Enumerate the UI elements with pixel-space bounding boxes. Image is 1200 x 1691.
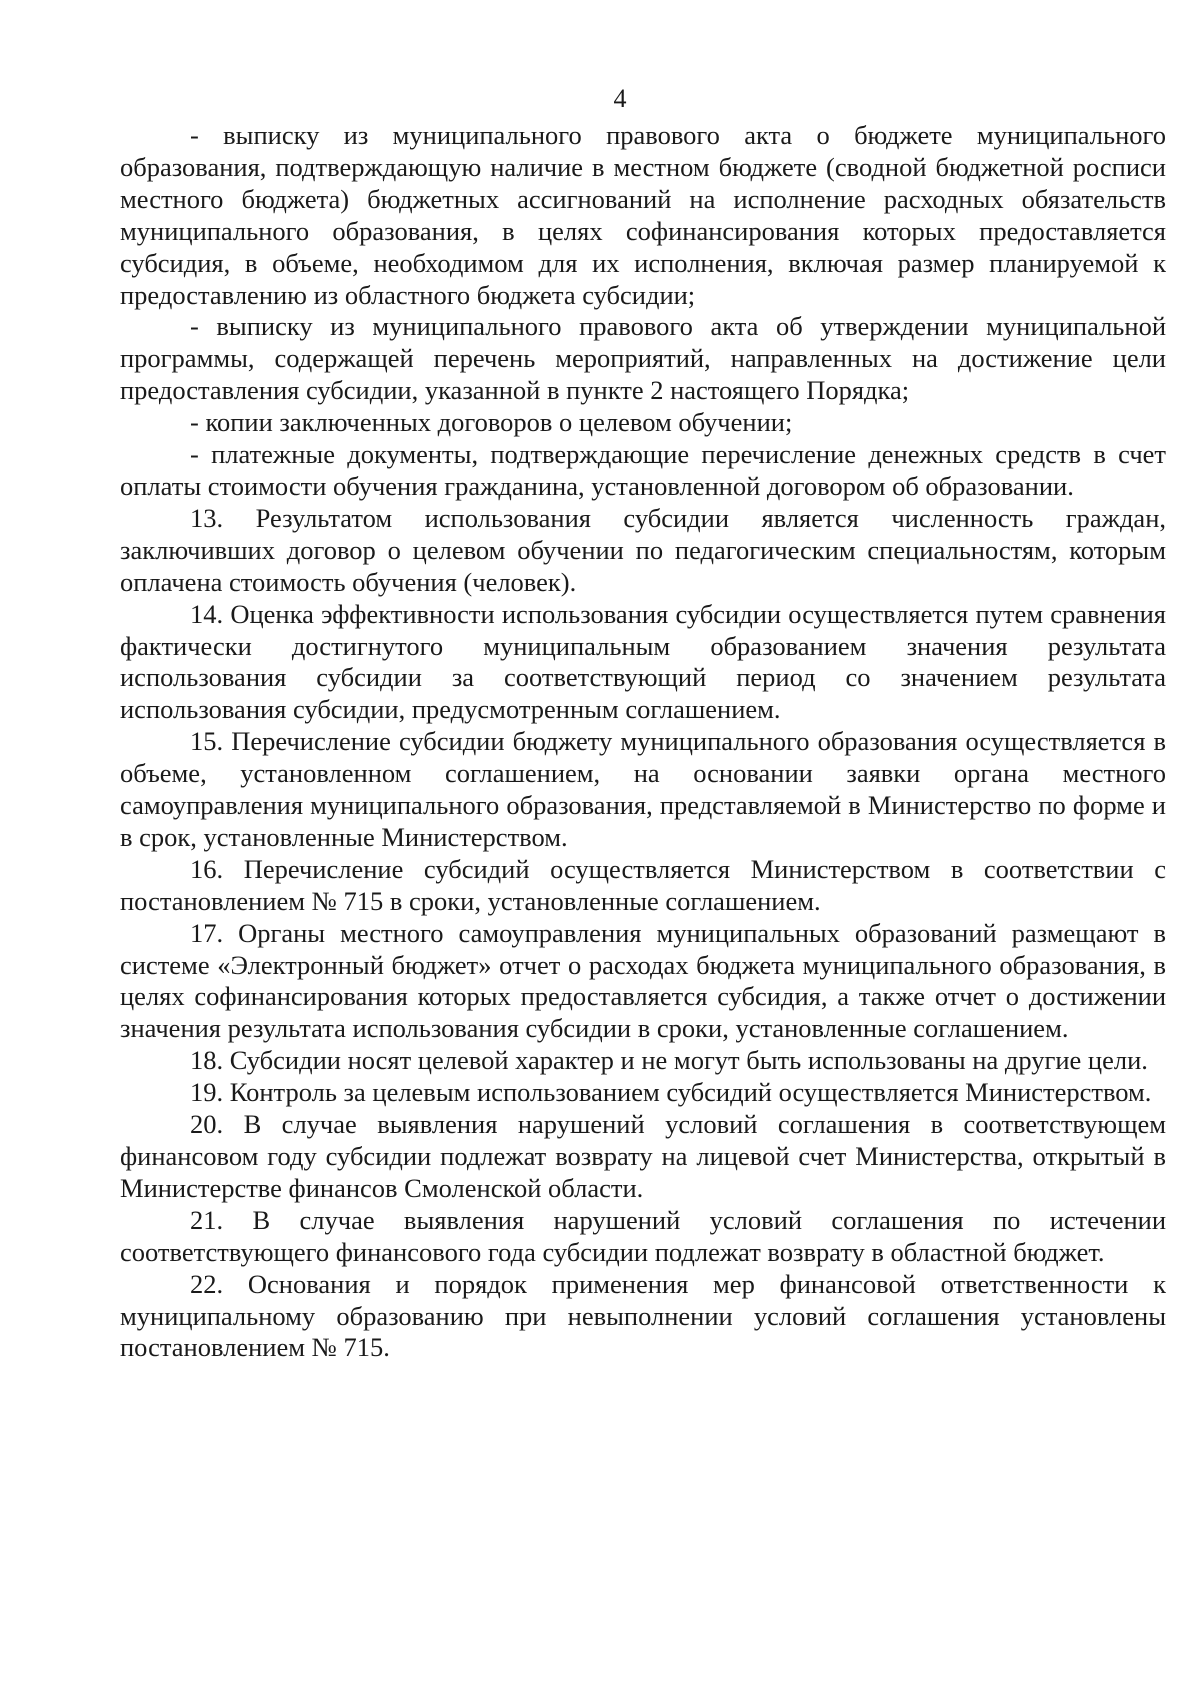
paragraph-17: 17. Органы местного самоуправления муниципальных образований размещают в системе «Электронный бюджет» отчет о расходах бюджета муниципального образования, в целях софинансирования которых предоставляется субсидия, а также отчет о достижении значения результата использования субсидии в сроки, установленные соглашением. [120, 917, 1166, 1044]
paragraph-18: 18. Субсидии носят целевой характер и не могут быть использованы на другие цели. [190, 1045, 1148, 1076]
document-body [120, 120, 1166, 1364]
paragraph-payment-documents: - платежные документы, подтверждающие перечисление денежных средств в счет оплаты стоимости обучения гражданина, установленной договором об образовании. [120, 439, 1166, 501]
paragraph-contract-copies: - копии заключенных договоров о целевом обучении; [190, 407, 793, 438]
paragraph-19: 19. Контроль за целевым использованием субсидий осуществляется Министерством. [190, 1077, 1152, 1108]
paragraph-21: 21. В случае выявления нарушений условий соглашения по истечении соответствующего финансового года субсидии подлежат возврату в областной бюджет. [120, 1204, 1166, 1267]
paragraph-14: 14. Оценка эффективности использования субсидии осуществляется путем сравнения фактически достигнутого муниципальным образованием значения результата использования субсидии за соответствующий период со значением результата использования субсидии, предусмотренным соглашением. [120, 598, 1166, 725]
paragraph-budget-extract: - выписку из муниципального правового акта о бюджете муниципального образования, подтверждающую наличие в местном бюджете (сводной бюджетной росписи местного бюджета) бюджетных ассигнований на исполнение расходных обязательств муниципального образования, в целях софинансирования которых предоставляется субсидия, в объеме, необходимом для их исполнения, включая размер планируемой к предоставлению из областного бюджета субсидии; [120, 120, 1166, 310]
paragraph-22: 22. Основания и порядок применения мер финансовой ответственности к муниципальному образованию при невыполнении условий соглашения установлены постановлением № 715. [120, 1268, 1166, 1363]
paragraph-15: 15. Перечисление субсидии бюджету муниципального образования осуществляется в объеме, установленном соглашением, на основании заявки органа местного самоуправления муниципального образования, представляемой в Министерство по форме и в срок, установленные Министерством. [120, 726, 1166, 852]
page-number: 4 [613, 84, 627, 113]
paragraph-16: 16. Перечисление субсидий осуществляется Министерством в соответствии с постановлением № 715 в сроки, установленные соглашением. [120, 853, 1166, 916]
paragraph-20: 20. В случае выявления нарушений условий соглашения в соответствующем финансовом году субсидии подлежат возврату на лицевой счет Министерства, открытый в Министерстве финансов Смоленской области. [120, 1109, 1166, 1203]
paragraph-program-extract: - выписку из муниципального правового акта об утверждении муниципальной программы, содержащей перечень мероприятий, направленных на достижение цели предоставления субсидии, указанной в пункте 2 настоящего Порядка; [120, 311, 1166, 406]
paragraph-13: 13. Результатом использования субсидии является численность граждан, заключивших договор о целевом обучении по педагогическим специальностям, которым оплачена стоимость обучения (человек). [120, 502, 1166, 597]
